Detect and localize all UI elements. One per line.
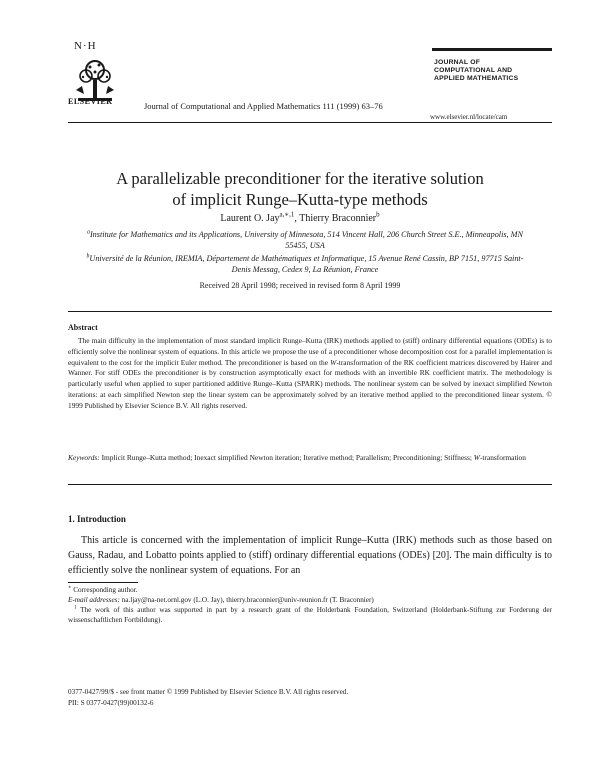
abstract-top-rule (68, 311, 552, 312)
keywords-list: Implicit Runge–Kutta method; Inexact simplified Newton iteration; Iterative method; Parallelism; Preconditioning; Stiffness; (99, 453, 474, 462)
author-name: Thierry Braconnier (299, 213, 377, 224)
footnote-rule (68, 582, 138, 583)
affiliation-a (80, 229, 530, 251)
footnote-text: Corresponding author. (71, 586, 138, 594)
footnotes (68, 585, 552, 625)
w-symbol: W (330, 357, 337, 367)
affiliation-text: Institute for Mathematics and its Applications, University of Minnesota, 514 Vincent Hall, 206 Church Street S.E., Minneapolis, MN 55455, USA (89, 230, 523, 250)
journal-citation: Journal of Computational and Applied Mathematics 111 (1999) 63–76 (144, 101, 383, 111)
title-line1: A parallelizable preconditioner for the iterative solution (116, 169, 484, 188)
author-separator: , (294, 213, 300, 224)
received-dates: Received 28 April 1998; received in revised form 8 April 1999 (199, 281, 401, 290)
journal-name-line2: COMPUTATIONAL AND (434, 67, 513, 74)
publisher-name: ELSEVIER (68, 97, 113, 106)
keywords-label: Keywords: (68, 453, 100, 462)
journal-name-line1: JOURNAL OF (434, 59, 481, 66)
abstract-part1: The main difficulty in the implementation of most standard implicit Runge–Kutta (IRK) methods applied to (stiff) ordinary differential equations (ODEs) is to efficiently solve the nonlinear system of equations. In this article we propose the use of a preconditioner whose decomposition cost for a parallel implementation is equivalent to the cost for the implicit Euler method. The preconditioner is based on the (68, 336, 552, 367)
email-addresses[interactable]: na.ljay@na-net.ornl.gov (L.O. Jay), thierry.braconnier@univ-reunion.fr (T. Braconnier) (119, 596, 374, 604)
footnote-text: The work of this author was supported in part by a research grant of the Holderbank Foundation, Switzerland (Holderbank-Stiftung zur Forderung der wissenschaftlichen Fortbildung). (68, 606, 552, 624)
journal-url[interactable]: www.elsevier.nl/locate/cam (430, 113, 508, 121)
abstract-part2: -transformation of the RK coefficient matrices discovered by Hairer and Wanner. For stiff ODEs the preconditioner is by construction asymptotically exact for methods with an invertible RK coefficient matrix. The methodology is particularly useful when applied to super partitioned additive Runge–Kutta (SPARK) methods. The nonlinear system can be solved by inexact simplified Newton iterations: at each simplified Newton step the linear system can be approximately solved by an iterative method applied to the preconditioned linear system. © 1999 Published by Elsevier Science B.V. All rights reserved. (68, 357, 553, 410)
article-title (0, 168, 600, 210)
title-line2: of implicit Runge–Kutta-type methods (172, 190, 428, 209)
journal-name-line3: APPLIED MATHEMATICS (434, 75, 519, 82)
email-label: E-mail addresses: (68, 596, 120, 604)
header-divider (68, 122, 552, 123)
w-symbol: W (473, 453, 480, 462)
footnote-mark: 1 (74, 605, 77, 611)
section-body: This article is concerned with the implementation of implicit Runge–Kutta (IRK) methods such as those based on Gauss, Radau, and Lobatto points applied to (stiff) ordinary differential equations (ODEs) [20]. The main difficulty is to efficiently solve the nonlinear system of equations. For an (68, 535, 552, 576)
email-note (68, 595, 552, 605)
abstract-bottom-rule (68, 484, 552, 485)
affiliation-mark: b (86, 253, 90, 260)
author-list (0, 210, 600, 224)
logo-mark: N·H (74, 40, 97, 52)
publisher-logo (68, 40, 122, 104)
pii-line: PII: S 0377-0427(99)00132-6 (68, 699, 154, 707)
affiliation-mark: a (87, 229, 90, 236)
abstract-heading: Abstract (68, 323, 98, 332)
affiliation-text: Université de la Réunion, IREMIA, Département de Mathématiques et Informatique, 15 Avenue René Cassin, BP 7151, 97715 Saint-Denis Messag, Cedex 9, La Réunion, France (89, 254, 524, 274)
author-name: Laurent O. Jay (220, 213, 280, 224)
author-marks: b (376, 210, 380, 219)
corresponding-author-note (68, 585, 552, 595)
journal-name (434, 59, 518, 83)
journal-name-rule (432, 48, 552, 51)
footnote-mark: ∗ (68, 585, 72, 591)
issn-line: 0377-0427/99/$ - see front matter © 1999 Published by Elsevier Science B.V. All rights reserved. (68, 688, 349, 696)
keywords-tail: -transformation (479, 453, 526, 462)
section-heading: 1. Introduction (68, 514, 126, 524)
abstract-text (68, 336, 552, 412)
affiliation-b (80, 253, 530, 275)
author-marks: a,∗,1 (279, 210, 295, 219)
front-matter (68, 687, 552, 709)
keywords (68, 453, 552, 464)
funding-note (68, 605, 552, 625)
